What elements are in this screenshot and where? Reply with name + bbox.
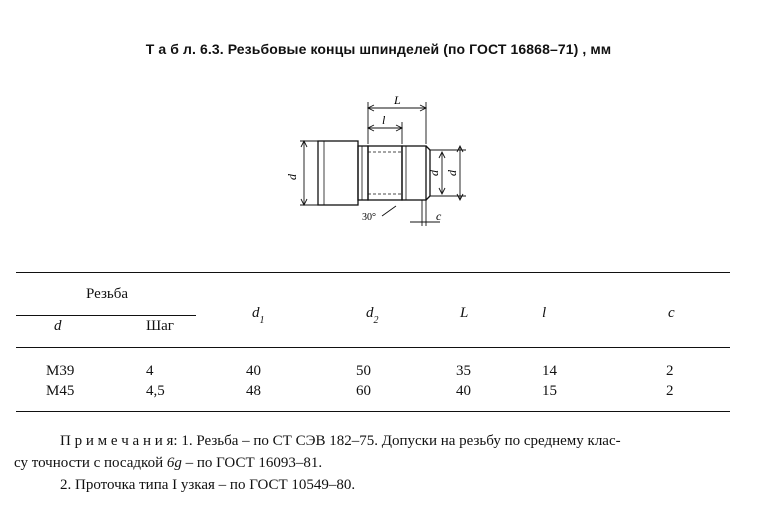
header-c: c (668, 305, 675, 321)
angle-label: 30° (362, 212, 376, 223)
dim-l-label: l (382, 113, 386, 127)
note-line-3: 2. Проточка типа I узкая – по ГОСТ 10549–80. (60, 477, 356, 493)
header-pitch: Шаг (146, 318, 174, 334)
row2-pitch: 4,5 (146, 383, 165, 399)
spindle-end-drawing (285, 93, 470, 234)
table-title (0, 41, 757, 57)
table-label: Т а б л. (145, 41, 196, 57)
header-d1: $d_1$ (252, 305, 265, 326)
row1-c: 2 (666, 363, 674, 379)
row1-d1: 40 (246, 363, 261, 379)
note-line-2: су точности с посадкой 6g – по ГОСТ 16093–81. (14, 455, 323, 471)
header-thread-group: Резьба (86, 286, 129, 302)
table-title-text: 6.3. Резьбовые концы шпинделей (по ГОСТ 16868–71) , мм (199, 41, 612, 57)
row1-L: 35 (456, 363, 471, 379)
groove-outline (358, 146, 368, 200)
header-l: l (542, 305, 547, 321)
header-L: L (460, 305, 469, 321)
row2-l: 15 (542, 383, 557, 399)
group-header-rule (16, 315, 196, 316)
fit-designation: 6g (166, 455, 182, 471)
note-line-1 (60, 433, 621, 450)
note-1-text: 1. Резьба – по СТ СЭВ 182–75. Допуски на резьбу по среднему клас- (181, 433, 621, 449)
notes-label: П р и м е ч а н и я: (60, 433, 178, 449)
row2-d: M45 (46, 383, 75, 399)
dim-d-label: d (427, 170, 441, 176)
table-bottom-rule (16, 411, 730, 412)
row1-pitch: 4 (146, 363, 154, 379)
row2-c: 2 (666, 383, 674, 399)
row2-L: 40 (456, 383, 471, 399)
row1-d: M39 (46, 363, 75, 379)
dim-d1-label: d (445, 170, 459, 176)
header-d: d (54, 318, 62, 334)
row2-d1: 48 (246, 383, 261, 399)
row2-d2: 60 (356, 383, 371, 399)
dim-c-label: c (436, 209, 442, 223)
row1-l: 14 (542, 363, 557, 379)
row1-d2: 50 (356, 363, 371, 379)
dim-d2-label: d (285, 174, 299, 180)
dim-L-label: L (394, 93, 401, 107)
header-d2: $d_2$ (366, 305, 379, 326)
header-bottom-rule (16, 347, 730, 348)
table-top-rule (16, 272, 730, 273)
thread-outline (368, 146, 402, 200)
